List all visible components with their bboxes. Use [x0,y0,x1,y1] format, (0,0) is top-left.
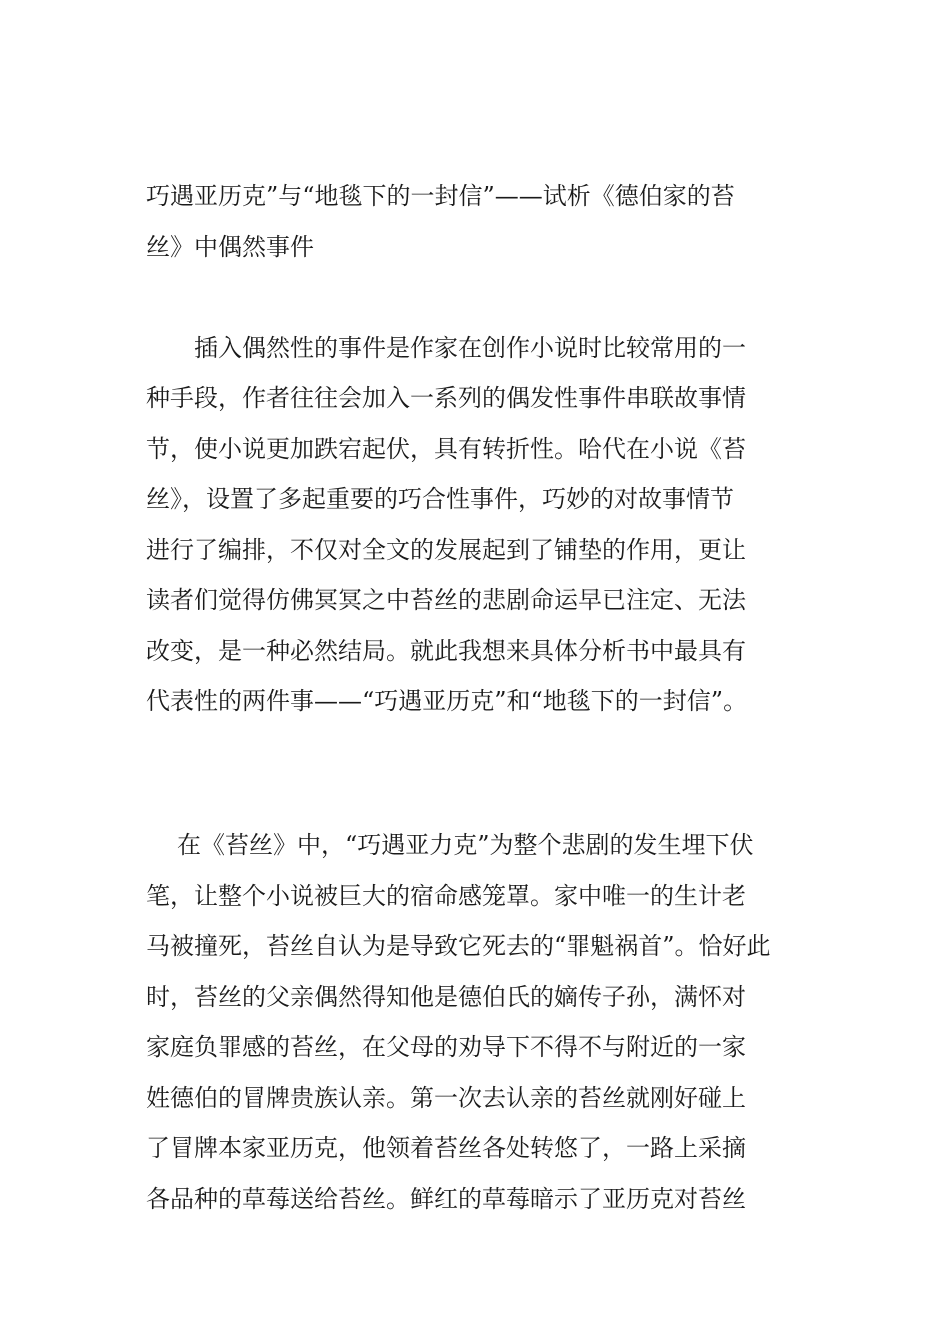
paragraph1-line-3: 节，使小说更加跌宕起伏，具有转折性。哈代在小说《苔 [146,435,746,463]
paragraph2-line-1: 在《苔丝》中，“巧遇亚力克”为整个悲剧的发生埋下伏 [177,831,754,859]
paragraph1-line-2: 种手段，作者往往会加入一系列的偶发性事件串联故事情 [146,384,746,412]
paragraph1-line-4: 丝》，设置了多起重要的巧合性事件，巧妙的对故事情节 [146,485,734,513]
paragraph1-line-8: 代表性的两件事——“巧遇亚历克”和“地毯下的一封信”。 [146,687,748,715]
paragraph2-line-6: 姓德伯的冒牌贵族认亲。第一次去认亲的苔丝就刚好碰上 [146,1084,746,1112]
paragraph2-line-3: 马被撞死，苔丝自认为是导致它死去的“罪魁祸首”。恰好此 [146,932,771,960]
title-line-1: 巧遇亚历克”与“地毯下的一封信”——试析《德伯家的苔 [146,182,735,210]
paragraph2-line-7: 了冒牌本家亚历克，他领着苔丝各处转悠了，一路上采摘 [146,1134,746,1162]
paragraph1-line-6: 读者们觉得仿佛冥冥之中苔丝的悲剧命运早已注定、无法 [146,586,746,614]
paragraph1-line-5: 进行了编排，不仅对全文的发展起到了铺垫的作用，更让 [146,536,746,564]
paragraph2-line-4: 时，苔丝的父亲偶然得知他是德伯氏的嫡传子孙，满怀对 [146,983,746,1011]
paragraph2-line-8: 各品种的草莓送给苔丝。鲜红的草莓暗示了亚历克对苔丝 [146,1185,746,1213]
title-line-2: 丝》中偶然事件 [146,233,314,261]
paragraph2-line-2: 笔，让整个小说被巨大的宿命感笼罩。家中唯一的生计老 [146,882,746,910]
paragraph1-line-1: 插入偶然性的事件是作家在创作小说时比较常用的一 [194,334,746,362]
paragraph2-line-5: 家庭负罪感的苔丝，在父母的劝导下不得不与附近的一家 [146,1033,746,1061]
paragraph1-line-7: 改变，是一种必然结局。就此我想来具体分析书中最具有 [146,637,746,665]
